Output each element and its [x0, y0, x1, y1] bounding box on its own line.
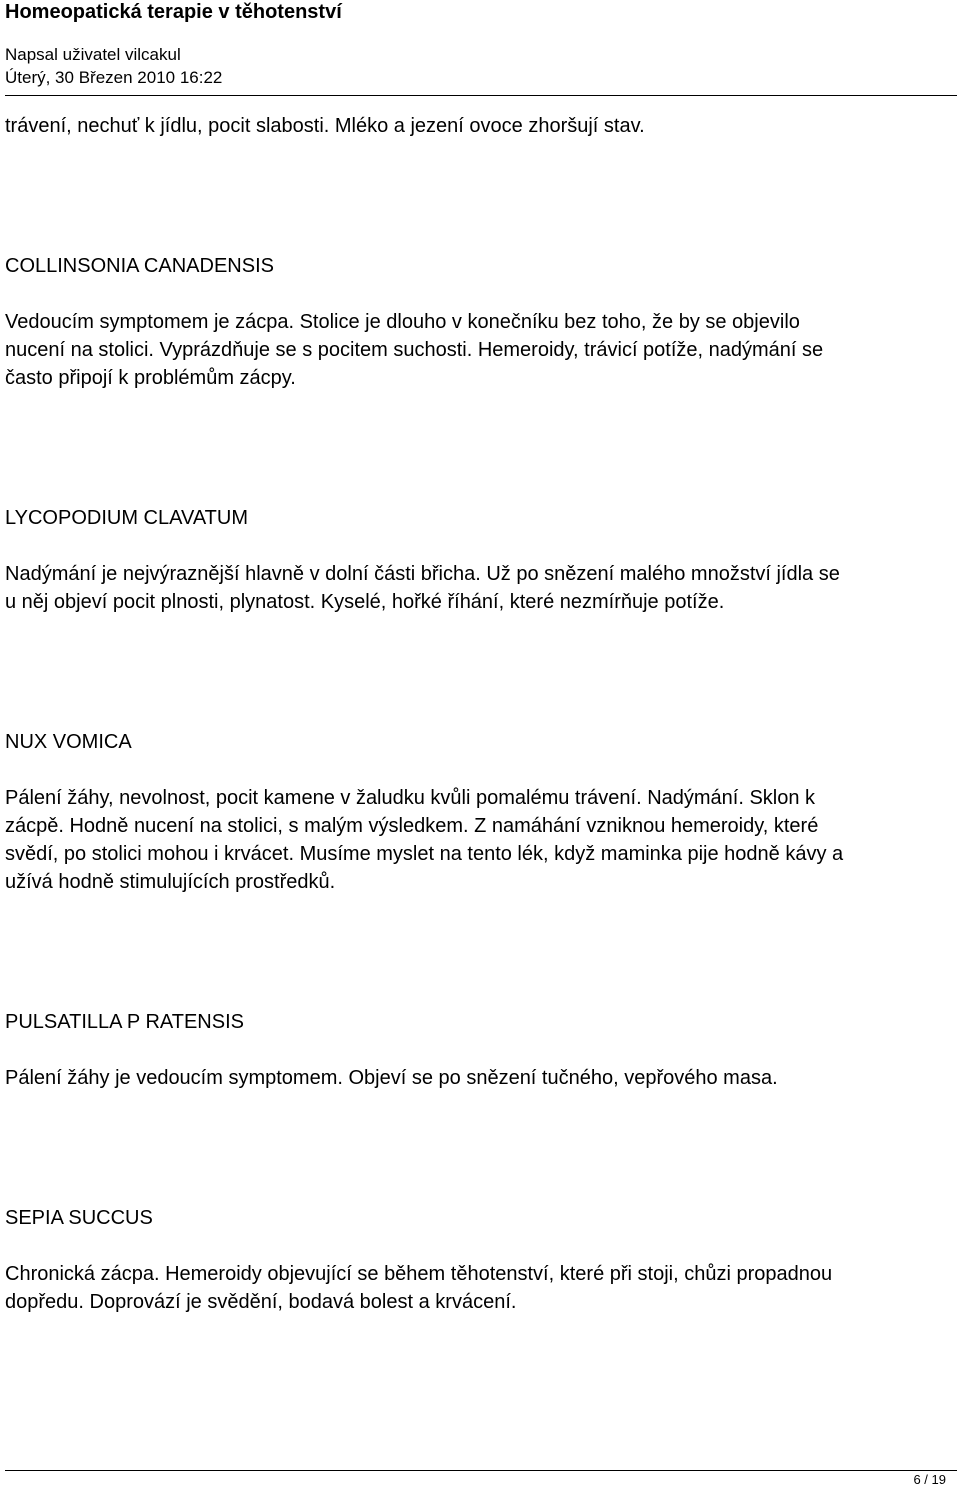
article-body	[5, 112, 950, 1316]
section-pulsatilla	[5, 1008, 950, 1092]
text-line: zácpě. Hodně nucení na stolici, s malým výsledkem. Z namáhání vzniknou hemeroidy, které	[5, 815, 819, 837]
section-title: LYCOPODIUM CLAVATUM	[5, 507, 248, 529]
section-title: COLLINSONIA CANADENSIS	[5, 255, 274, 277]
section-body	[5, 308, 950, 392]
text-line: u něj objeví pocit plnosti, plynatost. Kyselé, hořké říhání, které nezmírňuje potíže.	[5, 591, 725, 613]
text-line: často připojí k problémům zácpy.	[5, 367, 296, 389]
header-divider	[5, 95, 957, 96]
section-body	[5, 784, 950, 896]
text-line: Vedoucím symptomem je zácpa. Stolice je dlouho v konečníku bez toho, že by se objevilo	[5, 311, 800, 333]
text-line: užívá hodně stimulujících prostředků.	[5, 871, 336, 893]
text-line: Chronická zácpa. Hemeroidy objevující se během těhotenství, které při stoji, chůzi propadnou	[5, 1263, 833, 1285]
text-line: dopředu. Doprovází je svědění, bodavá bolest a krvácení.	[5, 1291, 517, 1313]
page-header	[5, 0, 957, 89]
text-line: svědí, po stolici mohou i krvácet. Musíme myslet na tento lék, když maminka pije hodně kávy a	[5, 843, 844, 865]
section-body	[5, 1260, 950, 1316]
text-line: Pálení žáhy, nevolnost, pocit kamene v žaludku kvůli pomalému trávení. Nadýmání. Sklon k	[5, 787, 816, 809]
document-title: Homeopatická terapie v těhotenství	[5, 1, 342, 23]
section-title: PULSATILLA P RATENSIS	[5, 1011, 244, 1033]
section-collinsonia	[5, 252, 950, 392]
text-line: Pálení žáhy je vedoucím symptomem. Objeví se po snězení tučného, vepřového masa.	[5, 1067, 778, 1089]
section-body	[5, 1064, 950, 1092]
footer-divider	[5, 1470, 957, 1471]
section-title: NUX VOMICA	[5, 731, 132, 753]
author-line: Napsal uživatel vilcakul	[5, 45, 181, 64]
section-nux-vomica	[5, 728, 950, 896]
text-line: Nadýmání je nejvýraznější hlavně v dolní části břicha. Už po snězení malého množství jídla se	[5, 563, 840, 585]
text-line: nucení na stolici. Vyprázdňuje se s pocitem suchosti. Hemeroidy, trávicí potíže, nadýmání se	[5, 339, 824, 361]
page-number: 6 / 19	[913, 1472, 946, 1487]
intro-paragraph: trávení, nechuť k jídlu, pocit slabosti. Mléko a jezení ovoce zhoršují stav.	[5, 115, 645, 137]
section-title: SEPIA SUCCUS	[5, 1207, 153, 1229]
date-line: Úterý, 30 Březen 2010 16:22	[5, 68, 223, 87]
section-sepia	[5, 1204, 950, 1316]
section-body	[5, 560, 950, 616]
section-lycopodium	[5, 504, 950, 616]
